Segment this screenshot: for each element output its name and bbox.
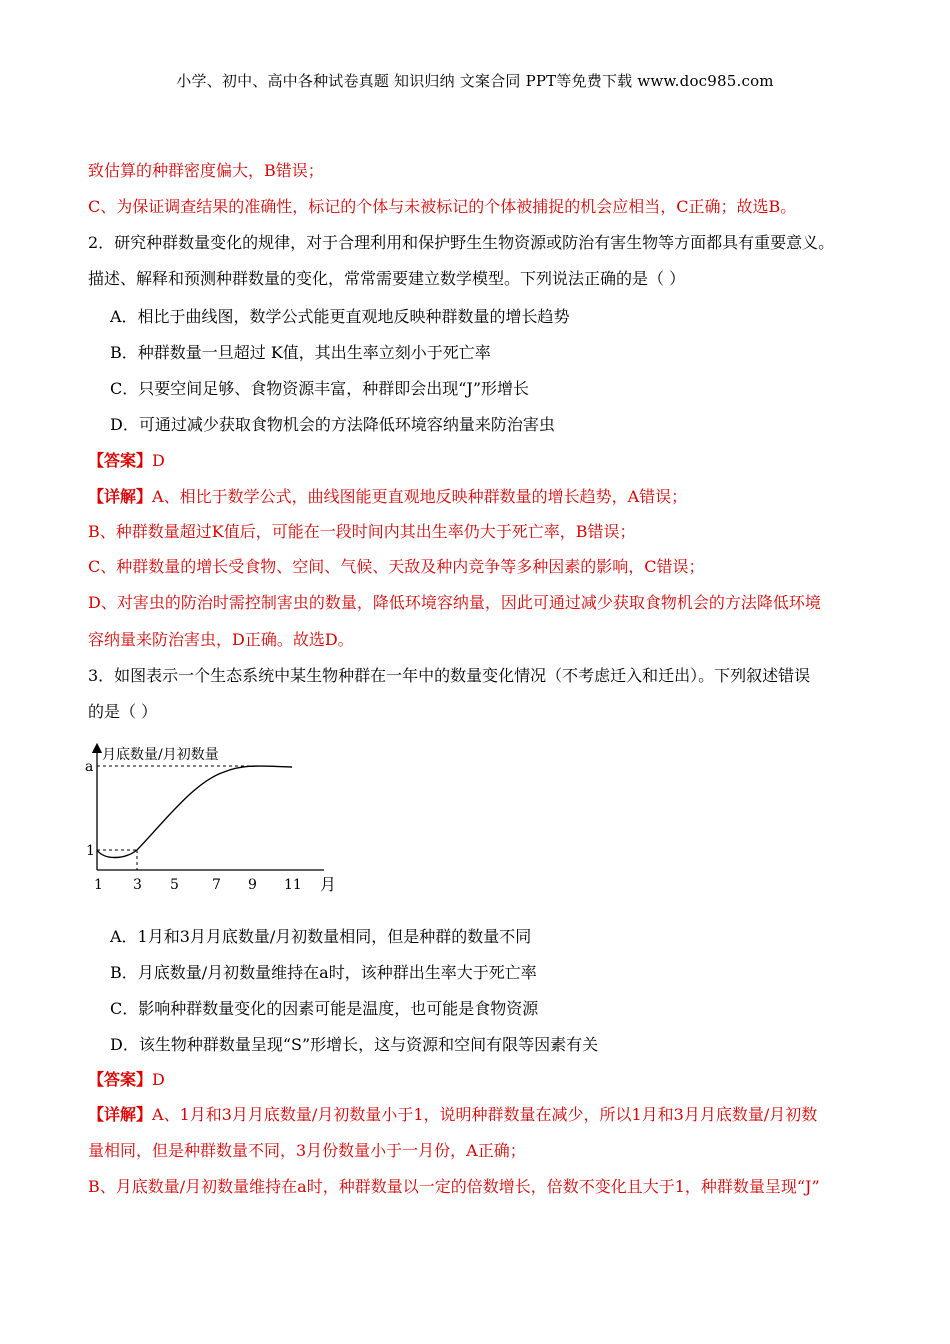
question-3-detail-line-1 (88, 1102, 888, 1125)
question-2-detail-line-5: 容纳量来防治害虫，D正确。故选D。 (88, 630, 354, 649)
x-tick-3: 3 (133, 877, 142, 893)
x-tick-5: 5 (170, 877, 179, 893)
question-2-detail-line-2: B、种群数量超过K值后，可能在一段时间内其出生率仍大于死亡率，B错误； (88, 522, 636, 541)
y-tick-1: 1 (86, 843, 95, 859)
question-3-option-a: A．1月和3月月底数量/月初数量相同，但是种群的数量不同 (110, 927, 532, 946)
question-3-detail-line-3: B、月底数量/月初数量维持在a时，种群数量以一定的倍数增长，倍数不变化且大于1，种群数量呈现“J” (88, 1177, 820, 1196)
detail-text: A、1月和3月月底数量/月初数量小于1，说明种群数量在减少，所以1月和3月月底数量/月初数 (152, 1105, 818, 1124)
detail-label: 【详解】 (88, 1105, 153, 1124)
question-2-detail-line-1 (88, 484, 888, 507)
x-tick-9: 9 (248, 877, 257, 893)
ratio-curve (97, 766, 292, 857)
prev-explanation-line-1: 致估算的种群密度偏大，B错误； (88, 161, 324, 180)
answer-label: 【答案】 (88, 1070, 153, 1089)
answer-label: 【答案】 (88, 451, 153, 470)
question-3-answer (88, 1067, 888, 1090)
y-axis-label: 月底数量/月初数量 (102, 747, 219, 763)
question-2-detail-line-4: D、对害虫的防治时需控制害虫的数量，降低环境容纳量，因此可通过减少获取食物机会的方法降低环境 (88, 593, 821, 612)
prev-explanation-line-2: C、为保证调查结果的准确性，标记的个体与未被标记的个体被捕捉的机会应相当，C正确；故选B。 (88, 197, 797, 216)
detail-label: 【详解】 (88, 487, 153, 506)
question-2-stem-line-1: 2．研究种群数量变化的规律，对于合理利用和保护野生生物资源或防治有害生物等方面都具有重要意义。 (88, 233, 835, 252)
question-2-option-c: C．只要空间足够、食物资源丰富，种群即会出现“J”形增长 (110, 379, 530, 398)
question-3-option-c: C．影响种群数量变化的因素可能是温度，也可能是食物资源 (110, 999, 539, 1018)
question-2-option-a: A．相比于曲线图，数学公式能更直观地反映种群数量的增长趋势 (110, 307, 570, 326)
x-axis-label: 月 (320, 875, 337, 894)
population-ratio-graph (84, 742, 354, 897)
question-2-option-b: B．种群数量一旦超过 K值，其出生率立刻小于死亡率 (110, 343, 491, 362)
page-header: 小学、初中、高中各种试卷真题 知识归纳 文案合同 PPT等免费下载 www.doc985.com (176, 72, 774, 90)
x-tick-1: 1 (94, 877, 103, 893)
question-3-option-d: D．该生物种群数量呈现“S”形增长，这与资源和空间有限等因素有关 (110, 1035, 599, 1054)
question-2-option-d: D．可通过减少获取食物机会的方法降低环境容纳量来防治害虫 (110, 415, 555, 434)
question-3-stem-line-1: 3．如图表示一个生态系统中某生物种群在一年中的数量变化情况（不考虑迁入和迁出）。下列叙述错误 (88, 666, 811, 685)
question-3-option-b: B．月底数量/月初数量维持在a时，该种群出生率大于死亡率 (110, 963, 537, 982)
question-2-answer (88, 448, 888, 471)
x-tick-11: 11 (284, 877, 302, 893)
question-2-detail-line-3: C、种群数量的增长受食物、空间、气候、天敌及种内竞争等多种因素的影响，C错误； (88, 557, 705, 576)
answer-value: D (152, 1070, 165, 1089)
question-3-stem-line-2: 的是（ ） (88, 702, 158, 721)
detail-text: A、相比于数学公式，曲线图能更直观地反映种群数量的增长趋势，A错误； (152, 487, 688, 506)
y-tick-a: a (85, 759, 94, 775)
question-3-detail-line-2: 量相同，但是种群数量不同，3月份数量小于一月份，A正确； (88, 1141, 526, 1160)
question-2-stem-line-2: 描述、解释和预测种群数量的变化，常常需要建立数学模型。下列说法正确的是（ ） (88, 269, 686, 288)
x-tick-7: 7 (212, 877, 221, 893)
answer-value: D (152, 451, 165, 470)
